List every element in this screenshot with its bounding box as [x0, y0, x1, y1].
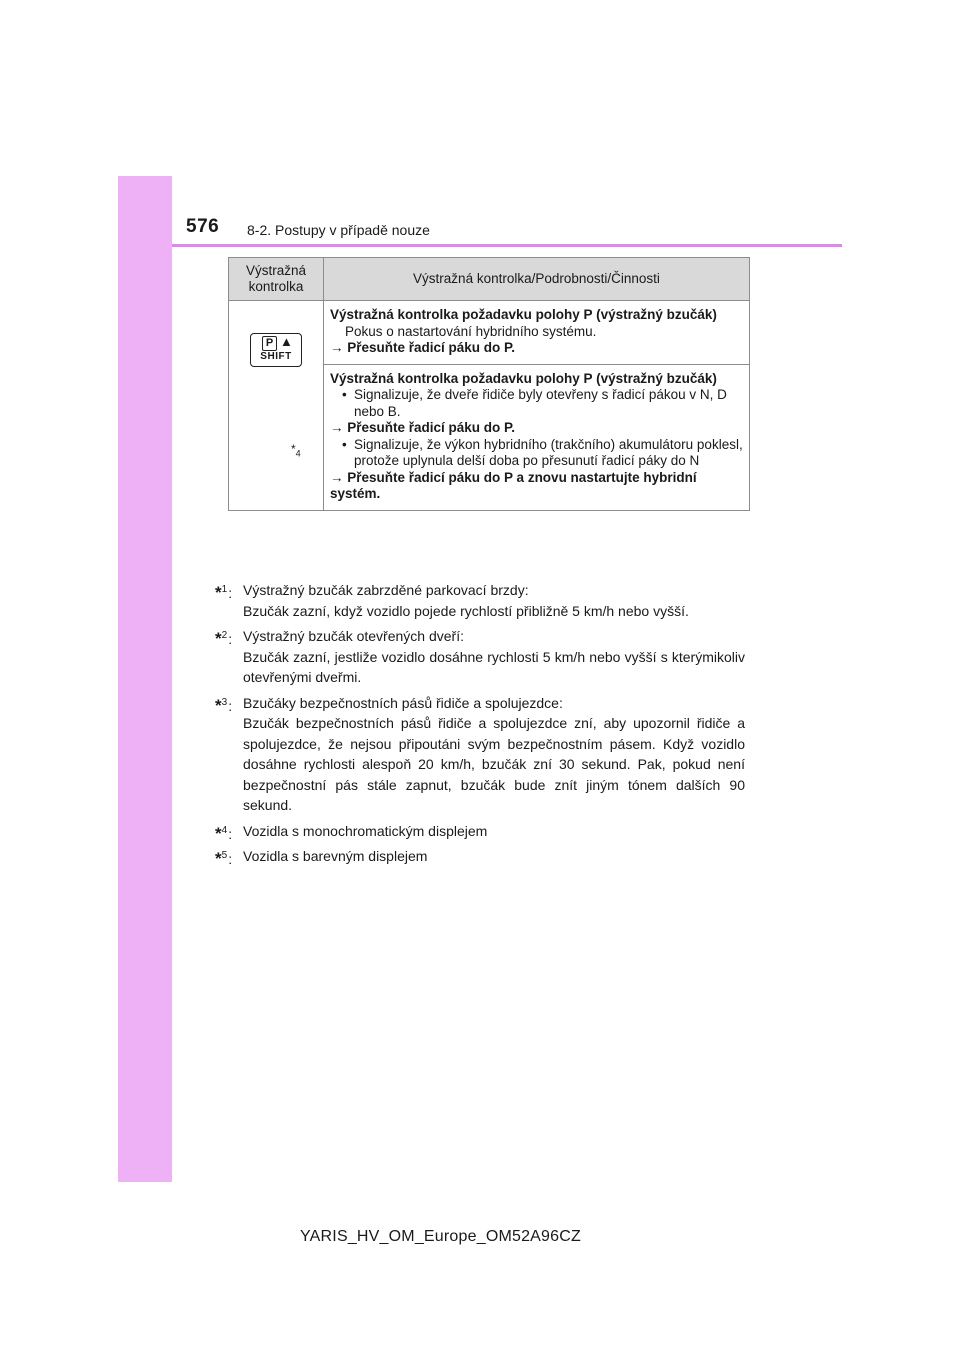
detail-title: Výstražná kontrolka požadavku polohy P (výstražný bzučák) [330, 370, 717, 386]
table-header-row [229, 258, 750, 301]
detail-cell [324, 364, 750, 510]
page-number: 576 [186, 216, 220, 237]
detail-line: Pokus o nastartování hybridního systému. [345, 323, 597, 339]
footnote-detail: Bzučák zazní, jestliže vozidlo dosáhne rychlosti 5 km/h nebo vyšší s kterýmikoliv otevřenými dveřmi. [243, 648, 745, 685]
p-letter: P [262, 336, 277, 351]
section-title: 8-2. Postupy v případě nouze [247, 222, 430, 238]
header-rule [172, 244, 842, 247]
detail-title: Výstražná kontrolka požadavku polohy P (výstražný bzučák) [330, 307, 717, 322]
footnote-marker: $*_4$ [291, 442, 301, 459]
shift-label: SHIFT [260, 350, 292, 362]
footnote: *$^5$: Vozidla s barevným displejem [215, 846, 745, 867]
detail-action: → Přesuňte řadicí páku do P. [330, 340, 516, 355]
footnote: *$^4$: Vozidla s monochromatickým displejem [215, 821, 745, 842]
detail-action: → Přesuňte řadicí páku do P. [330, 420, 516, 435]
footnote-text: Bzučáky bezpečnostních pásů řidiče a spolujezdce: [243, 694, 563, 711]
detail-action: → Přesuňte řadicí páku do P a znovu nastartujte hybridní systém. [330, 469, 697, 501]
shift-p-request-icon [250, 333, 302, 367]
footnote: *$^2$: Výstražný bzučák otevřených dveří: Bzučák zazní, jestliže vozidlo dosáhne rychlosti 5 km/h nebo vyšší s kterýmikoliv otevřenými dveřmi. [215, 626, 745, 688]
footnote-detail: Bzučák zazní, když vozidlo pojede rychlostí přibližně 5 km/h nebo vyšší. [243, 602, 689, 619]
footnote-text: Vozidla s monochromatickým displejem [243, 822, 488, 839]
footnote-text: Výstražný bzučák zabrzděné parkovací brzdy: [243, 582, 529, 598]
arrow-up-icon: ▲ [280, 334, 293, 349]
detail-bullet: • Signalizuje, že dveře řidiče byly otevřeny s řadicí pákou v N, D nebo B. [342, 387, 727, 419]
footnotes [215, 580, 745, 872]
document-id: YARIS_HV_OM_Europe_OM52A96CZ [300, 1228, 581, 1245]
footnote-detail: Bzučák bezpečnostních pásů řidiče a spolujezdce zní, aby upozornil řidiče a spolujezdce, že nejsou připoutáni svým bezpečnostním pásem. Když vozidlo dosáhne rychlosti alespoň 20 km/h, bzučák zní 30 sekund. Pak, pokud není bezpečnostní pás stále zapnut, bzučák bude znít jiným tónem dalších 90 sekund. [243, 715, 745, 813]
table-row [229, 301, 750, 365]
detail-cell [324, 301, 750, 365]
side-color-band [118, 176, 172, 1182]
warning-table [228, 257, 750, 511]
icon-cell [229, 301, 324, 511]
table-header-cell: Výstražná kontrolka [229, 258, 324, 301]
footnote: *$^3$: Bzučáky bezpečnostních pásů řidiče a spolujezdce: Bzučák bezpečnostních pásů řidiče a spolujezdce zní, aby upozornil řidiče a spolujezdce, že nejsou připoutáni svým bezpečnostním pásem. Když vozidlo dosáhne rychlosti alespoň 20 km/h, bzučák zní 30 sekund. Pak, pokud není bezpečnostní pás stále zapnut, bzučák bude znít jiným tónem dalších 90 sekund. [215, 693, 745, 816]
table-header-cell: Výstražná kontrolka/Podrobnosti/Činnosti [324, 258, 750, 301]
footnote: *$^1$: Výstražný bzučák zabrzděné parkovací brzdy: Bzučák zazní, když vozidlo pojede rychlostí přibližně 5 km/h nebo vyšší. [215, 580, 745, 621]
footnote-text: Vozidla s barevným displejem [243, 848, 428, 864]
detail-bullet: • Signalizuje, že výkon hybridního (trakčního) akumulátoru poklesl, protože uplynula delší doba po přesunutí řadicí páky do N [342, 436, 743, 468]
footnote-text: Výstražný bzučák otevřených dveří: [243, 628, 464, 644]
